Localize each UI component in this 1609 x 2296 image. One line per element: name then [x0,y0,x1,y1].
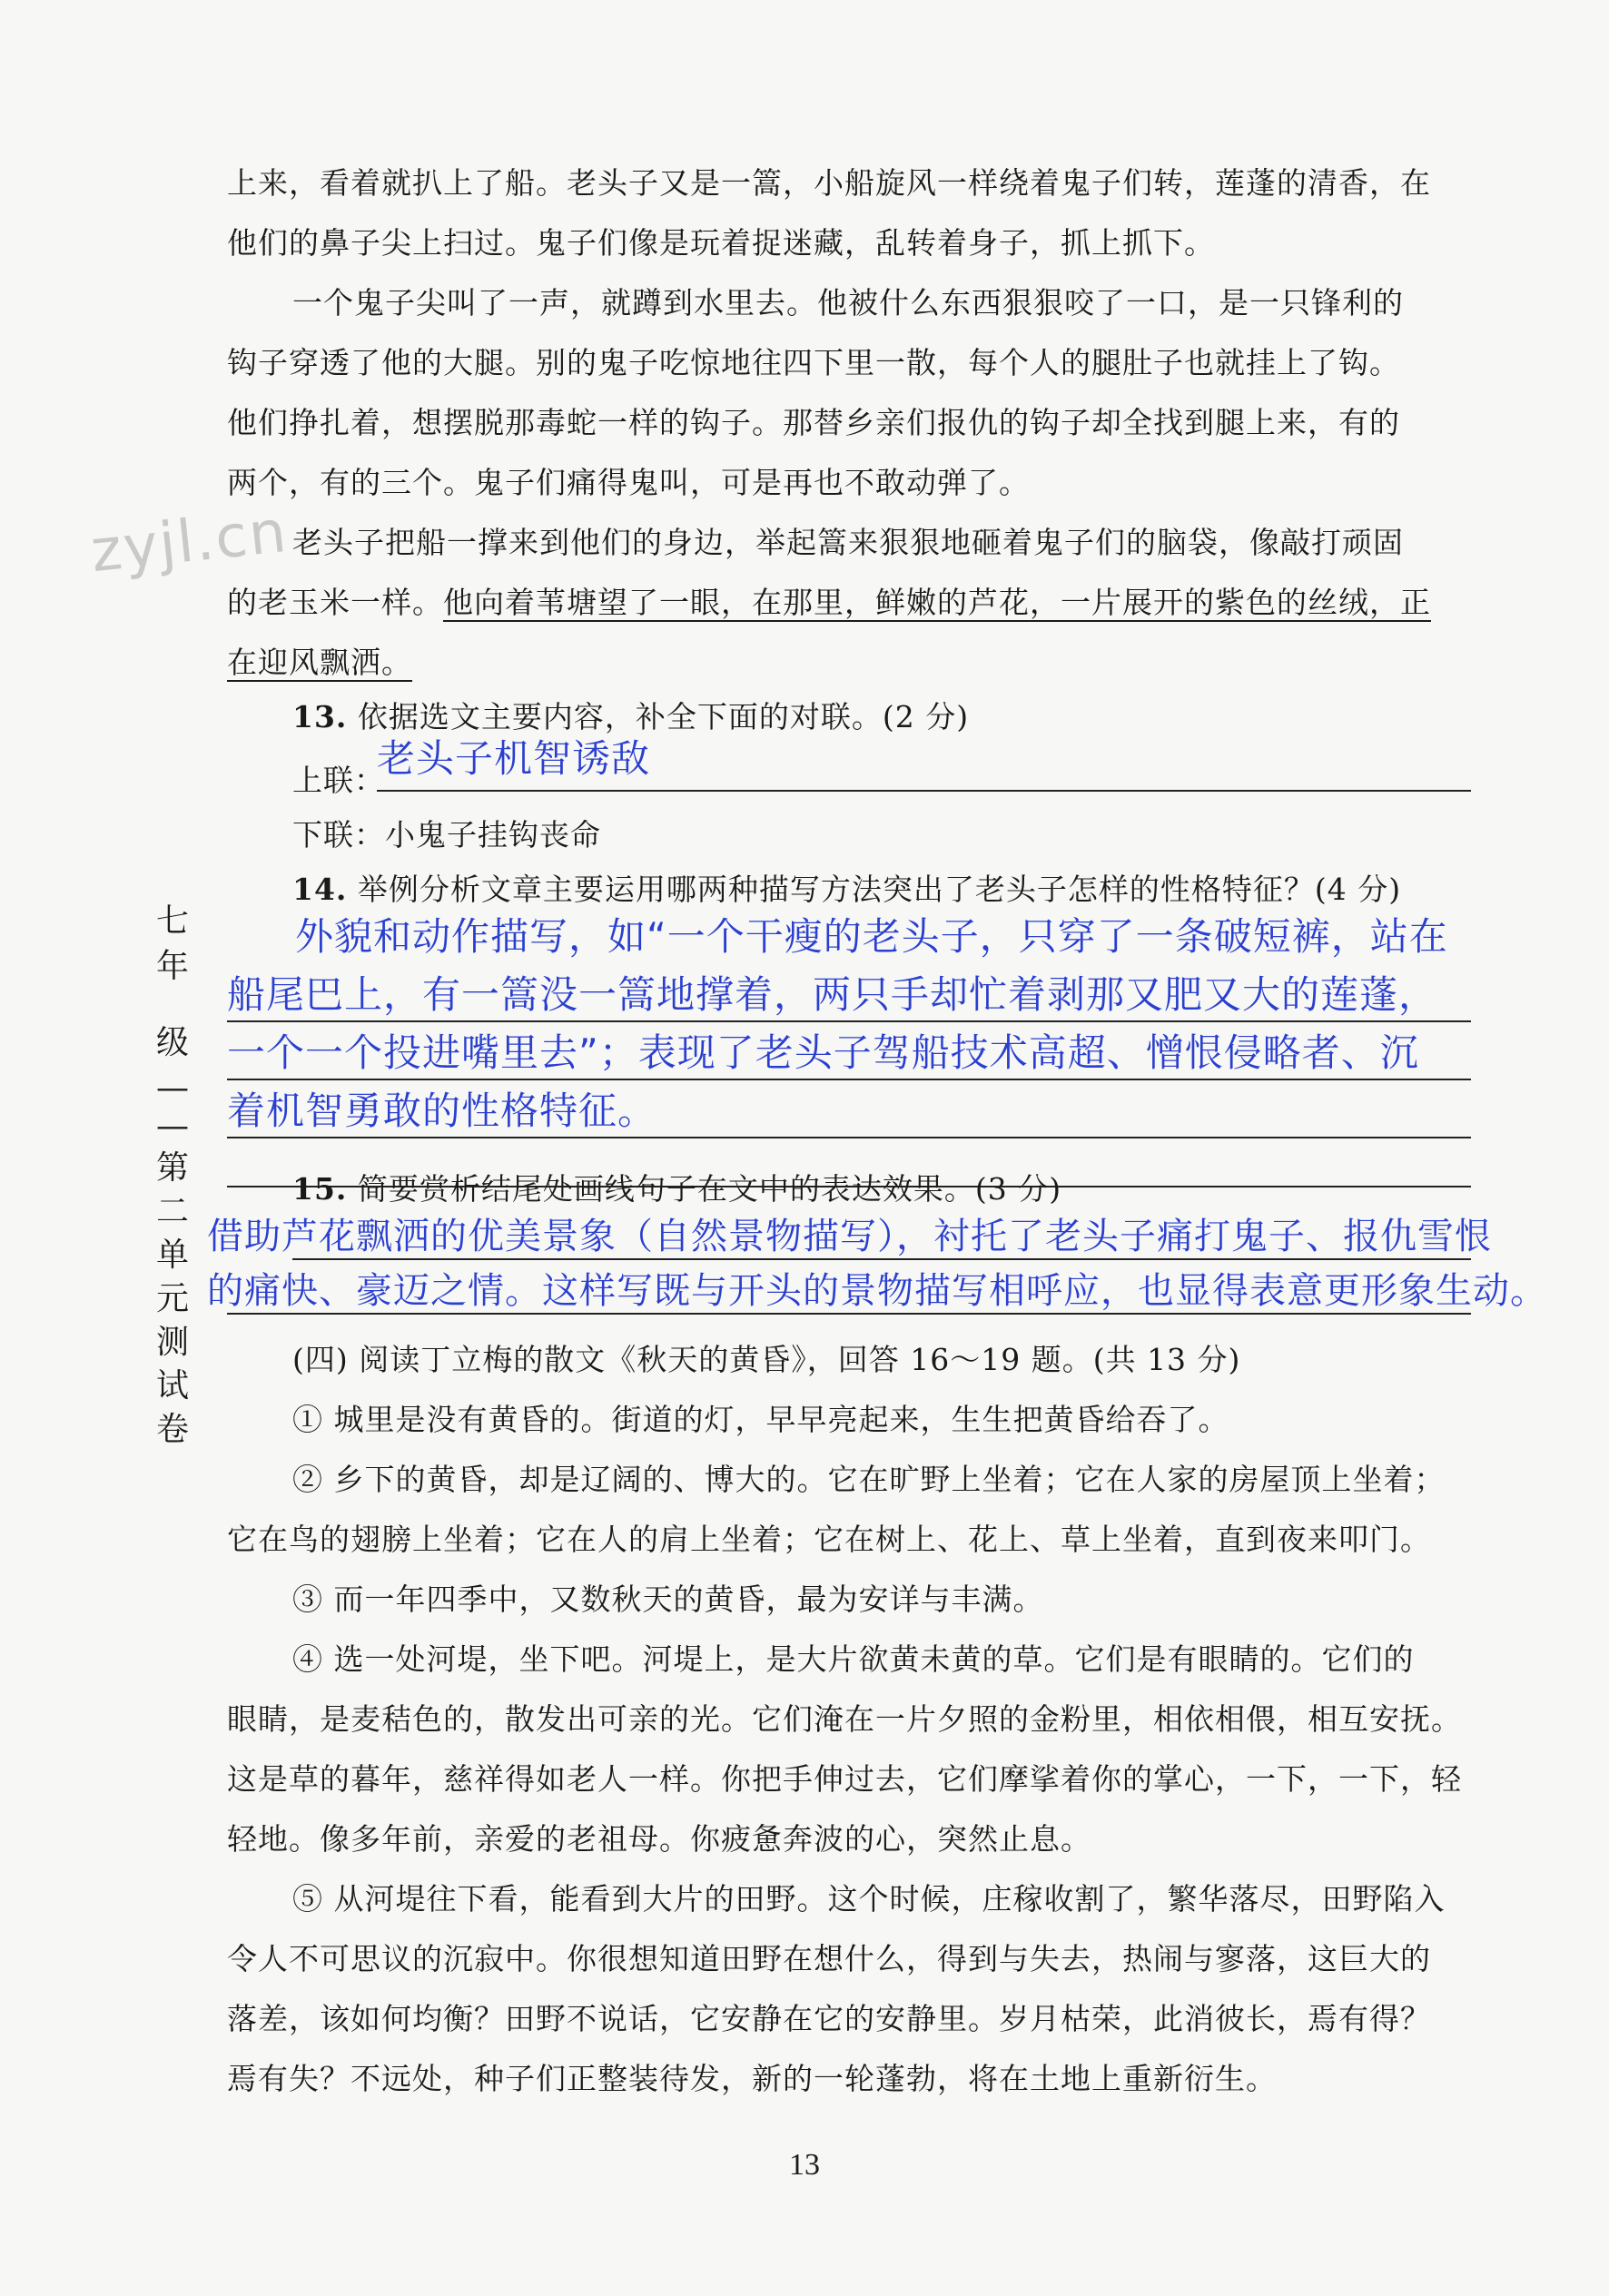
passage-line: 一个鬼子尖叫了一声，就蹲到水里去。他被什么东西狠狠咬了一口，是一只锋利的 [292,285,1404,320]
question-text: 简要赏析结尾处画线句子在文中的表达效果。(3 分) [357,1171,1062,1207]
side-char: 单 [155,1237,189,1274]
answer-line [227,1020,1471,1022]
passage-text: 的老玉米一样。 [227,585,443,620]
passage2-line: 落差，该如何均衡？田野不说话，它安静在它的安静里。岁月枯荣，此消彼长，焉有得？ [227,2001,1431,2036]
passage-line: 他们的鼻子尖上扫过。鬼子们像是玩着捉迷藏，乱转着身子，抓上抓下。 [227,225,1215,261]
passage2-line: ③ 而一年四季中，又数秋天的黄昏，最为安详与丰满。 [292,1582,1044,1617]
passage-line [227,583,1471,623]
underlined-sentence: 他向着苇塘望了一眼，在那里，鲜嫩的芦花，一片展开的紫色的丝绒，正 [443,585,1431,620]
question-15 [292,1169,1536,1209]
passage2-line: 令人不可思议的沉寂中。你很想知道田野在想什么，得到与失去，热闹与寥落，这巨大的 [227,1941,1431,1976]
couplet-first-answer[interactable]: 老头子机智诱敌 [377,736,651,781]
side-char: 年 [155,948,189,985]
answer-15-line[interactable]: 的痛快、豪迈之情。这样写既与开头的景物描写相呼应，也显得表意更形象生动。 [207,1270,1547,1312]
passage2-line: 轻地。像多年前，亲爱的老祖母。你疲惫奔波的心，突然止息。 [227,1821,1091,1857]
underlined-sentence-end: 在迎风飘洒。 [227,645,412,680]
side-char: 测 [155,1324,189,1361]
question-13 [292,697,1536,737]
side-char: 七 [155,902,189,940]
watermark: zyjl.cn [87,498,291,586]
side-char: 卷 [155,1411,189,1448]
answer-line [377,790,1471,792]
passage-line: 老头子把船一撑来到他们的身边，举起篙来狠狠地砸着鬼子们的脑袋，像敲打顽固 [292,525,1404,560]
side-char: 二 [155,1193,189,1230]
section-heading: (四) 阅读丁立梅的散文《秋天的黄昏》，回答 16～19 题。(共 13 分) [292,1342,1241,1377]
question-14 [292,870,1536,910]
passage2-line: ② 乡下的黄昏，却是辽阔的、博大的。它在旷野上坐着；它在人家的房屋顶上坐着； [292,1462,1446,1497]
question-number: 13. [292,699,348,734]
question-text: 依据选文主要内容，补全下面的对联。(2 分) [357,699,970,734]
couplet-second: 下联：小鬼子挂钩丧命 [292,817,601,852]
passage2-line: ⑤ 从河堤往下看，能看到大片的田野。这个时候，庄稼收割了，繁华落尽，田野陷入 [292,1881,1446,1917]
couplet-first-label: 上联： [292,763,385,798]
side-char: — [156,1108,189,1145]
passage-line: 他们挣扎着，想摆脱那毒蛇一样的钩子。那替乡亲们报仇的钩子却全找到腿上来，有的 [227,405,1400,440]
answer-line [227,1137,1471,1138]
answer-line [292,1258,1471,1260]
page-number: 13 [789,2148,820,2182]
passage2-line: ① 城里是没有黄昏的。街道的灯，早早亮起来，生生把黄昏给吞了。 [292,1402,1229,1437]
side-char: 第 [155,1149,189,1187]
passage2-line: 眼睛，是麦秸色的，散发出可亲的光。它们淹在一片夕照的金粉里，相依相偎，相互安抚。 [227,1701,1462,1737]
answer-14-line[interactable]: 船尾巴上，有一篙没一篙地撑着，两只手却忙着剥那又肥又大的莲蓬， [227,972,1438,1017]
side-char: — [156,1069,189,1107]
answer-14-line[interactable]: 着机智勇敢的性格特征。 [227,1089,657,1133]
passage-line: 上来，看着就扒上了船。老头子又是一篙，小船旋风一样绕着鬼子们转，莲蓬的清香，在 [227,165,1431,201]
passage2-line: ④ 选一处河堤，坐下吧。河堤上，是大片欲黄未黄的草。它们是有眼睛的。它们的 [292,1641,1415,1677]
passage2-line: 焉有失？不远处，种子们正整装待发，新的一轮蓬勃，将在土地上重新衍生。 [227,2061,1277,2096]
passage-line: 钩子穿透了他的大腿。别的鬼子吃惊地往四下里一散，每个人的腿肚子也就挂上了钩。 [227,345,1400,380]
passage-line: 两个，有的三个。鬼子们痛得鬼叫，可是再也不敢动弹了。 [227,465,1030,500]
answer-14-line[interactable]: 一个一个投进嘴里去”；表现了老头子驾船技术高超、憎恨侵略者、沉 [227,1030,1419,1075]
passage2-line: 它在鸟的翅膀上坐着；它在人的肩上坐着；它在树上、花上、草上坐着，直到夜来叩门。 [227,1522,1431,1557]
answer-15-line[interactable]: 借助芦花飘洒的优美景象（自然景物描写），衬托了老头子痛打鬼子、报仇雪恨 [207,1216,1492,1257]
question-text: 举例分析文章主要运用哪两种描写方法突出了老头子怎样的性格特征？(4 分) [357,872,1402,907]
passage2-line: 这是草的暮年，慈祥得如老人一样。你把手伸过去，它们摩挲着你的掌心，一下，一下，轻 [227,1761,1462,1797]
answer-line [227,1079,1471,1080]
passage-line [227,643,1471,683]
side-char: 试 [155,1367,189,1404]
answer-line [227,1313,1471,1315]
side-char: 元 [155,1280,189,1317]
question-number: 14. [292,872,348,907]
side-char: 级 [155,1024,189,1061]
question-number: 15. [292,1171,348,1207]
answer-14-line[interactable]: 外貌和动作描写，如“一个干瘦的老头子，只穿了一条破短裤，站在 [295,914,1448,959]
